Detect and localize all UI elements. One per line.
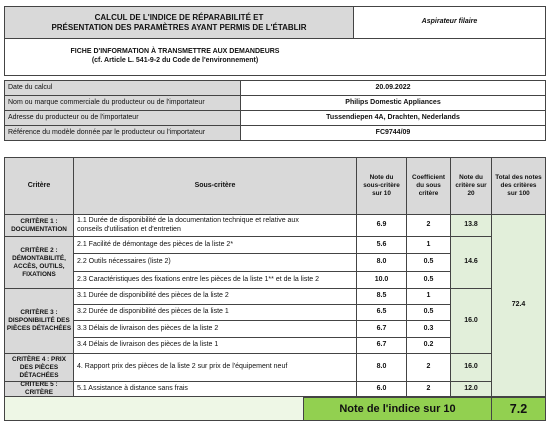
fiche-line-2: (cf. Article L. 541-9-2 du Code de l'environnement) [91, 57, 259, 64]
subcriterion-label: 2.3 Caractéristiques des fixations entre les pièces de la liste 1** et de la liste 2 [73, 271, 357, 289]
criterion-1-label: CRITÈRE 1 : DOCUMENTATION [4, 214, 74, 237]
info-label-brand: Nom ou marque commerciale du producteur ou de l'importateur [4, 95, 241, 111]
subcriterion-coeff: 1 [406, 288, 451, 305]
title-box [4, 6, 354, 39]
subcriterion-coeff: 2 [406, 214, 451, 237]
subcriterion-note: 6.5 [356, 304, 407, 321]
criterion-3-note: 16.0 [450, 288, 492, 354]
subcriterion-label: 3.1 Durée de disponibilité des pièces de la liste 2 [73, 288, 357, 305]
subcriterion-label: 5.1 Assistance à distance sans frais [73, 381, 357, 397]
subcriterion-note: 6.7 [356, 337, 407, 354]
subcriterion-coeff: 0.5 [406, 271, 451, 289]
header-total: Total des notes des critères sur 100 [491, 157, 546, 215]
subcriterion-note: 6.0 [356, 381, 407, 397]
footer-label-box [303, 397, 492, 421]
header-note-sous-critere: Note du sous-critère sur 10 [356, 157, 407, 215]
criterion-1-note: 13.8 [450, 214, 492, 237]
info-label-date: Date du calcul [4, 80, 241, 96]
info-value-address: Tussendiepen 4A, Drachten, Nederlands [240, 110, 546, 126]
total-score: 72.4 [491, 214, 546, 397]
subcriterion-label: 2.1 Facilité de démontage des pièces de la liste 2* [73, 236, 357, 254]
subcriterion-note: 6.7 [356, 320, 407, 338]
subcriterion-note: 6.9 [356, 214, 407, 237]
footer-label: Note de l'indice sur 10 [339, 403, 456, 415]
header-coefficient: Coefficient du sous critère [406, 157, 451, 215]
subcriterion-coeff: 2 [406, 353, 451, 382]
subcriterion-label: 3.3 Délais de livraison des pièces de la liste 2 [73, 320, 357, 338]
subcriterion-note: 5.6 [356, 236, 407, 254]
subcriterion-note: 8.5 [356, 288, 407, 305]
criterion-3-label: CRITÈRE 3 : DISPONIBILITÉ DES PIÈCES DÉTACHÉES [4, 288, 74, 354]
criterion-5-label: CRITÈRE 5 : CRITÈRE [4, 381, 74, 397]
subcriterion-label: 4. Rapport prix des pièces de la liste 2 sur prix de l'équipement neuf [73, 353, 357, 382]
criterion-2-label: CRITÈRE 2 : DÉMONTABILITÉ, ACCÈS, OUTILS, FIXATIONS [4, 236, 74, 289]
subcriterion-note: 8.0 [356, 353, 407, 382]
subcriterion-coeff: 0.3 [406, 320, 451, 338]
criterion-4-label: CRITÈRE 4 : PRIX DES PIÈCES DÉTACHÉES [4, 353, 74, 382]
title-line-2: PRÉSENTATION DES PARAMÈTRES AYANT PERMIS DE L'ÉTABLIR [51, 22, 307, 32]
footer-score: 7.2 [509, 402, 528, 416]
product-type: Aspirateur filaire [421, 18, 478, 26]
criterion-5-note: 12.0 [450, 381, 492, 397]
header-note-critere: Note du critère sur 20 [450, 157, 492, 215]
footer-score-box [491, 397, 546, 421]
info-value-date: 20.09.2022 [240, 80, 546, 96]
subcriterion-coeff: 0.2 [406, 337, 451, 354]
info-value-reference: FC9744/09 [240, 125, 546, 141]
subcriterion-coeff: 0.5 [406, 253, 451, 272]
criterion-2-note: 14.6 [450, 236, 492, 289]
subcriterion-coeff: 0.5 [406, 304, 451, 321]
footer-left-fill [4, 397, 304, 421]
criterion-4-note: 16.0 [450, 353, 492, 382]
header-critere: Critère [4, 157, 74, 215]
subcriterion-coeff: 1 [406, 236, 451, 254]
subcriterion-label: 1.1 Durée de disponibilité de la documentation technique et relative aux conseils d'utilisation et d'entretien [73, 214, 357, 237]
subcriterion-note: 10.0 [356, 271, 407, 289]
product-type-box [353, 6, 546, 39]
title-line-1: CALCUL DE L'INDICE DE RÉPARABILITÉ ET [94, 12, 264, 22]
info-value-brand: Philips Domestic Appliances [240, 95, 546, 111]
subcriterion-label: 2.2 Outils nécessaires (liste 2) [73, 253, 357, 272]
fiche-line-1: FICHE D'INFORMATION À TRANSMETTRE AUX DEMANDEURS [70, 48, 280, 56]
info-label-address: Adresse du producteur ou de l'importateur [4, 110, 241, 126]
subcriterion-label: 3.2 Durée de disponibilité des pièces de la liste 1 [73, 304, 357, 321]
info-label-reference: Référence du modèle donnée par le producteur ou l'importateur [4, 125, 241, 141]
fiche-box [4, 38, 546, 76]
subcriterion-label: 3.4 Délais de livraison des pièces de la liste 1 [73, 337, 357, 354]
subcriterion-coeff: 2 [406, 381, 451, 397]
header-sous-critere: Sous-critère [73, 157, 357, 215]
subcriterion-note: 8.0 [356, 253, 407, 272]
